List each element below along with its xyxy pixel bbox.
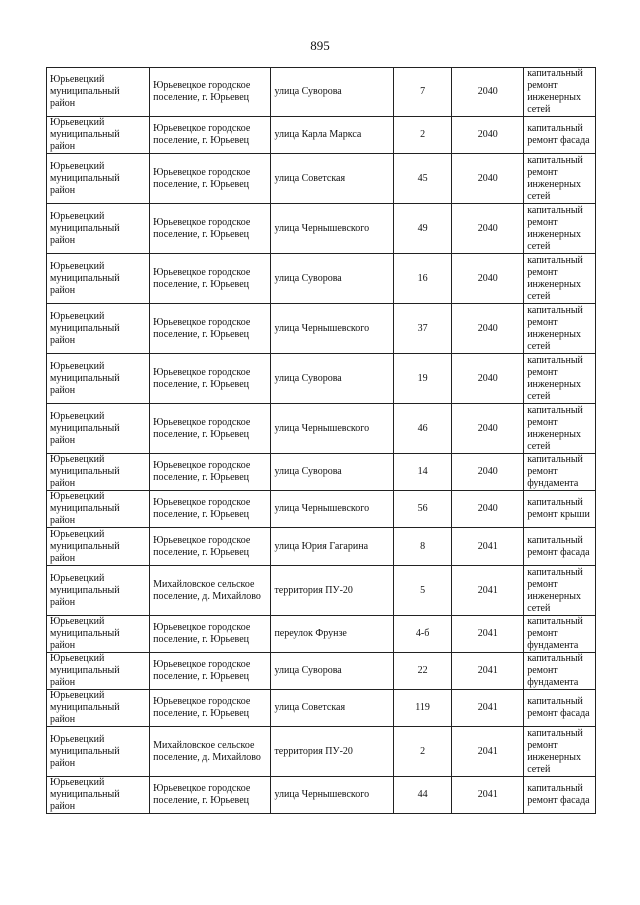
settlement-cell: Юрьевецкое городское поселение, г. Юрьевец (150, 690, 271, 727)
street-cell: территория ПУ-20 (271, 566, 393, 616)
table-row (47, 304, 596, 354)
settlement-cell: Юрьевецкое городское поселение, г. Юрьевец (150, 304, 271, 354)
year-cell: 2040 (452, 454, 524, 491)
settlement-cell: Юрьевецкое городское поселение, г. Юрьевец (150, 117, 271, 154)
settlement-cell: Юрьевецкое городское поселение, г. Юрьевец (150, 528, 271, 566)
district-cell: Юрьевецкий муниципальный район (47, 154, 150, 204)
work-type-cell: капитальный ремонт крыши (524, 491, 596, 528)
house-number-cell: 45 (393, 154, 452, 204)
year-cell: 2041 (452, 690, 524, 727)
work-type-cell: капитальный ремонт инженерных сетей (524, 354, 596, 404)
street-cell: улица Чернышевского (271, 204, 393, 254)
house-number-cell: 8 (393, 528, 452, 566)
year-cell: 2040 (452, 491, 524, 528)
street-cell: улица Суворова (271, 68, 393, 117)
district-cell: Юрьевецкий муниципальный район (47, 528, 150, 566)
district-cell: Юрьевецкий муниципальный район (47, 690, 150, 727)
work-type-cell: капитальный ремонт инженерных сетей (524, 727, 596, 777)
street-cell: переулок Фрунзе (271, 616, 393, 653)
district-cell: Юрьевецкий муниципальный район (47, 204, 150, 254)
work-type-cell: капитальный ремонт инженерных сетей (524, 566, 596, 616)
district-cell: Юрьевецкий муниципальный район (47, 777, 150, 814)
year-cell: 2040 (452, 254, 524, 304)
year-cell: 2041 (452, 777, 524, 814)
settlement-cell: Михайловское сельское поселение, д. Михайлово (150, 566, 271, 616)
street-cell: улица Чернышевского (271, 491, 393, 528)
table-row (47, 404, 596, 454)
work-type-cell: капитальный ремонт фасада (524, 117, 596, 154)
district-cell: Юрьевецкий муниципальный район (47, 304, 150, 354)
year-cell: 2041 (452, 653, 524, 690)
repair-schedule-table (46, 67, 596, 814)
settlement-cell: Юрьевецкое городское поселение, г. Юрьевец (150, 68, 271, 117)
work-type-cell: капитальный ремонт фасада (524, 528, 596, 566)
work-type-cell: капитальный ремонт инженерных сетей (524, 204, 596, 254)
house-number-cell: 22 (393, 653, 452, 690)
house-number-cell: 49 (393, 204, 452, 254)
table-row (47, 491, 596, 528)
district-cell: Юрьевецкий муниципальный район (47, 354, 150, 404)
work-type-cell: капитальный ремонт инженерных сетей (524, 304, 596, 354)
table-row (47, 616, 596, 653)
table-row (47, 690, 596, 727)
house-number-cell: 7 (393, 68, 452, 117)
table-row (47, 653, 596, 690)
house-number-cell: 19 (393, 354, 452, 404)
house-number-cell: 46 (393, 404, 452, 454)
year-cell: 2040 (452, 68, 524, 117)
district-cell: Юрьевецкий муниципальный район (47, 491, 150, 528)
work-type-cell: капитальный ремонт инженерных сетей (524, 254, 596, 304)
work-type-cell: капитальный ремонт инженерных сетей (524, 404, 596, 454)
house-number-cell: 5 (393, 566, 452, 616)
work-type-cell: капитальный ремонт фундамента (524, 653, 596, 690)
settlement-cell: Юрьевецкое городское поселение, г. Юрьевец (150, 254, 271, 304)
year-cell: 2040 (452, 204, 524, 254)
settlement-cell: Юрьевецкое городское поселение, г. Юрьевец (150, 154, 271, 204)
street-cell: улица Суворова (271, 254, 393, 304)
settlement-cell: Михайловское сельское поселение, д. Михайлово (150, 727, 271, 777)
table-row (47, 727, 596, 777)
settlement-cell: Юрьевецкое городское поселение, г. Юрьевец (150, 653, 271, 690)
table-row (47, 777, 596, 814)
settlement-cell: Юрьевецкое городское поселение, г. Юрьевец (150, 777, 271, 814)
street-cell: улица Суворова (271, 454, 393, 491)
house-number-cell: 14 (393, 454, 452, 491)
street-cell: улица Юрия Гагарина (271, 528, 393, 566)
district-cell: Юрьевецкий муниципальный район (47, 404, 150, 454)
street-cell: улица Карла Маркса (271, 117, 393, 154)
year-cell: 2041 (452, 528, 524, 566)
street-cell: улица Суворова (271, 354, 393, 404)
district-cell: Юрьевецкий муниципальный район (47, 727, 150, 777)
house-number-cell: 56 (393, 491, 452, 528)
house-number-cell: 37 (393, 304, 452, 354)
street-cell: улица Чернышевского (271, 404, 393, 454)
settlement-cell: Юрьевецкое городское поселение, г. Юрьевец (150, 616, 271, 653)
work-type-cell: капитальный ремонт инженерных сетей (524, 68, 596, 117)
house-number-cell: 16 (393, 254, 452, 304)
year-cell: 2041 (452, 566, 524, 616)
table-row (47, 566, 596, 616)
street-cell: улица Чернышевского (271, 777, 393, 814)
street-cell: улица Советская (271, 154, 393, 204)
table-row (47, 454, 596, 491)
district-cell: Юрьевецкий муниципальный район (47, 254, 150, 304)
district-cell: Юрьевецкий муниципальный район (47, 653, 150, 690)
house-number-cell: 2 (393, 117, 452, 154)
district-cell: Юрьевецкий муниципальный район (47, 117, 150, 154)
work-type-cell: капитальный ремонт фасада (524, 690, 596, 727)
work-type-cell: капитальный ремонт фундамента (524, 454, 596, 491)
settlement-cell: Юрьевецкое городское поселение, г. Юрьевец (150, 204, 271, 254)
district-cell: Юрьевецкий муниципальный район (47, 566, 150, 616)
year-cell: 2040 (452, 304, 524, 354)
district-cell: Юрьевецкий муниципальный район (47, 616, 150, 653)
table-row (47, 117, 596, 154)
year-cell: 2040 (452, 117, 524, 154)
street-cell: территория ПУ-20 (271, 727, 393, 777)
table-row (47, 154, 596, 204)
street-cell: улица Чернышевского (271, 304, 393, 354)
settlement-cell: Юрьевецкое городское поселение, г. Юрьевец (150, 491, 271, 528)
house-number-cell: 44 (393, 777, 452, 814)
year-cell: 2041 (452, 616, 524, 653)
table-row (47, 254, 596, 304)
street-cell: улица Советская (271, 690, 393, 727)
street-cell: улица Суворова (271, 653, 393, 690)
table-row (47, 528, 596, 566)
year-cell: 2040 (452, 404, 524, 454)
settlement-cell: Юрьевецкое городское поселение, г. Юрьевец (150, 454, 271, 491)
work-type-cell: капитальный ремонт фундамента (524, 616, 596, 653)
work-type-cell: капитальный ремонт инженерных сетей (524, 154, 596, 204)
year-cell: 2040 (452, 154, 524, 204)
table-row (47, 68, 596, 117)
settlement-cell: Юрьевецкое городское поселение, г. Юрьевец (150, 404, 271, 454)
settlement-cell: Юрьевецкое городское поселение, г. Юрьевец (150, 354, 271, 404)
house-number-cell: 2 (393, 727, 452, 777)
year-cell: 2040 (452, 354, 524, 404)
district-cell: Юрьевецкий муниципальный район (47, 454, 150, 491)
house-number-cell: 119 (393, 690, 452, 727)
year-cell: 2041 (452, 727, 524, 777)
district-cell: Юрьевецкий муниципальный район (47, 68, 150, 117)
table-body (47, 68, 596, 814)
house-number-cell: 4-б (393, 616, 452, 653)
table-row (47, 354, 596, 404)
page-number: 895 (310, 38, 330, 53)
work-type-cell: капитальный ремонт фасада (524, 777, 596, 814)
table-row (47, 204, 596, 254)
